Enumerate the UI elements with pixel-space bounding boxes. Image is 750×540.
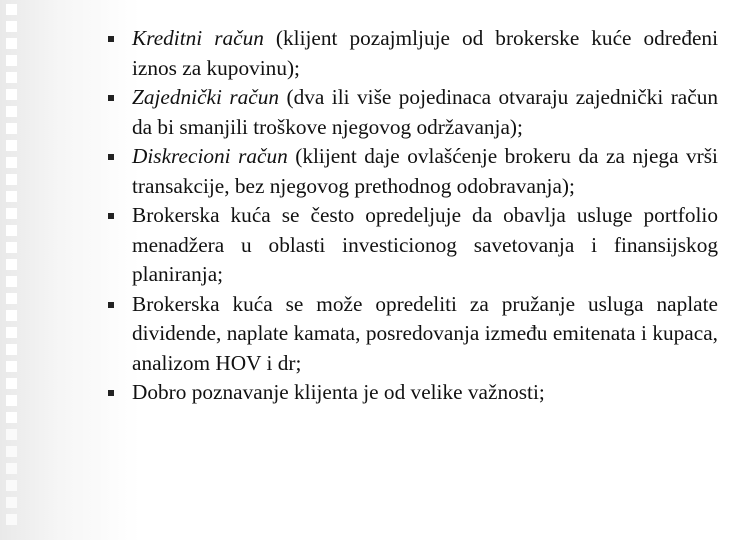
border-square [6, 446, 17, 457]
border-square [6, 497, 17, 508]
bullet-item-zajednicki-racun [108, 83, 718, 142]
border-square [6, 259, 17, 270]
border-square [6, 106, 17, 117]
bullet-text: (klijent pozajmljuje od brokerske kuće određeni iznos za kupovinu); [132, 26, 718, 80]
border-square [6, 293, 17, 304]
bullet-term: Kreditni račun [132, 26, 264, 50]
border-square [6, 463, 17, 474]
border-square [6, 276, 17, 287]
border-square [6, 242, 17, 253]
square-bullet-icon [108, 154, 114, 160]
bullet-text: Brokerska kuća se može opredeliti za pružanje usluga naplate dividende, naplate kamata, posredovanja između emitenata i kupaca, analizom HOV i dr; [132, 291, 718, 375]
border-square [6, 191, 17, 202]
border-square [6, 72, 17, 83]
border-square [6, 208, 17, 219]
border-square [6, 55, 17, 66]
bullet-term: Diskrecioni račun [132, 144, 288, 168]
border-square [6, 174, 17, 185]
square-bullet-icon [108, 95, 114, 101]
border-square [6, 310, 17, 321]
bullet-item-poznavanje-klijenta [108, 378, 718, 408]
border-square [6, 123, 17, 134]
border-square [6, 344, 17, 355]
bullet-item-portfolio-usluge [108, 201, 718, 290]
border-square [6, 412, 17, 423]
border-square [6, 38, 17, 49]
border-square [6, 89, 17, 100]
border-square [6, 225, 17, 236]
border-square [6, 140, 17, 151]
bullet-item-usluge-naplate [108, 290, 718, 379]
border-square [6, 378, 17, 389]
border-square [6, 21, 17, 32]
border-square [6, 361, 17, 372]
square-bullet-icon [108, 213, 114, 219]
bullet-text: (klijent daje ovlašćenje brokeru da za njega vrši transakcije, bez njegovog prethodnog odobravanja); [132, 144, 718, 198]
square-bullet-icon [108, 36, 114, 42]
border-square [6, 395, 17, 406]
decorative-square-border [0, 0, 22, 540]
bullet-list [108, 24, 718, 408]
border-square [6, 157, 17, 168]
bullet-text: Dobro poznavanje klijenta je od velike važnosti; [132, 380, 545, 404]
bullet-term: Zajednički račun [132, 85, 280, 109]
border-square [6, 480, 17, 491]
bullet-item-kreditni-racun [108, 24, 718, 83]
square-bullet-icon [108, 390, 114, 396]
border-square [6, 429, 17, 440]
square-bullet-icon [108, 302, 114, 308]
bullet-text: (dva ili više pojedinaca otvaraju zajednički račun da bi smanjili troškove njegovog održavanja); [132, 85, 718, 139]
bullet-item-diskrecioni-racun [108, 142, 718, 201]
border-square [6, 327, 17, 338]
bullet-text: Brokerska kuća se često opredeljuje da obavlja usluge portfolio menadžera u oblasti investicionog savetovanja i finansijskog planiranja; [132, 203, 718, 286]
border-square [6, 514, 17, 525]
border-square [6, 4, 17, 15]
